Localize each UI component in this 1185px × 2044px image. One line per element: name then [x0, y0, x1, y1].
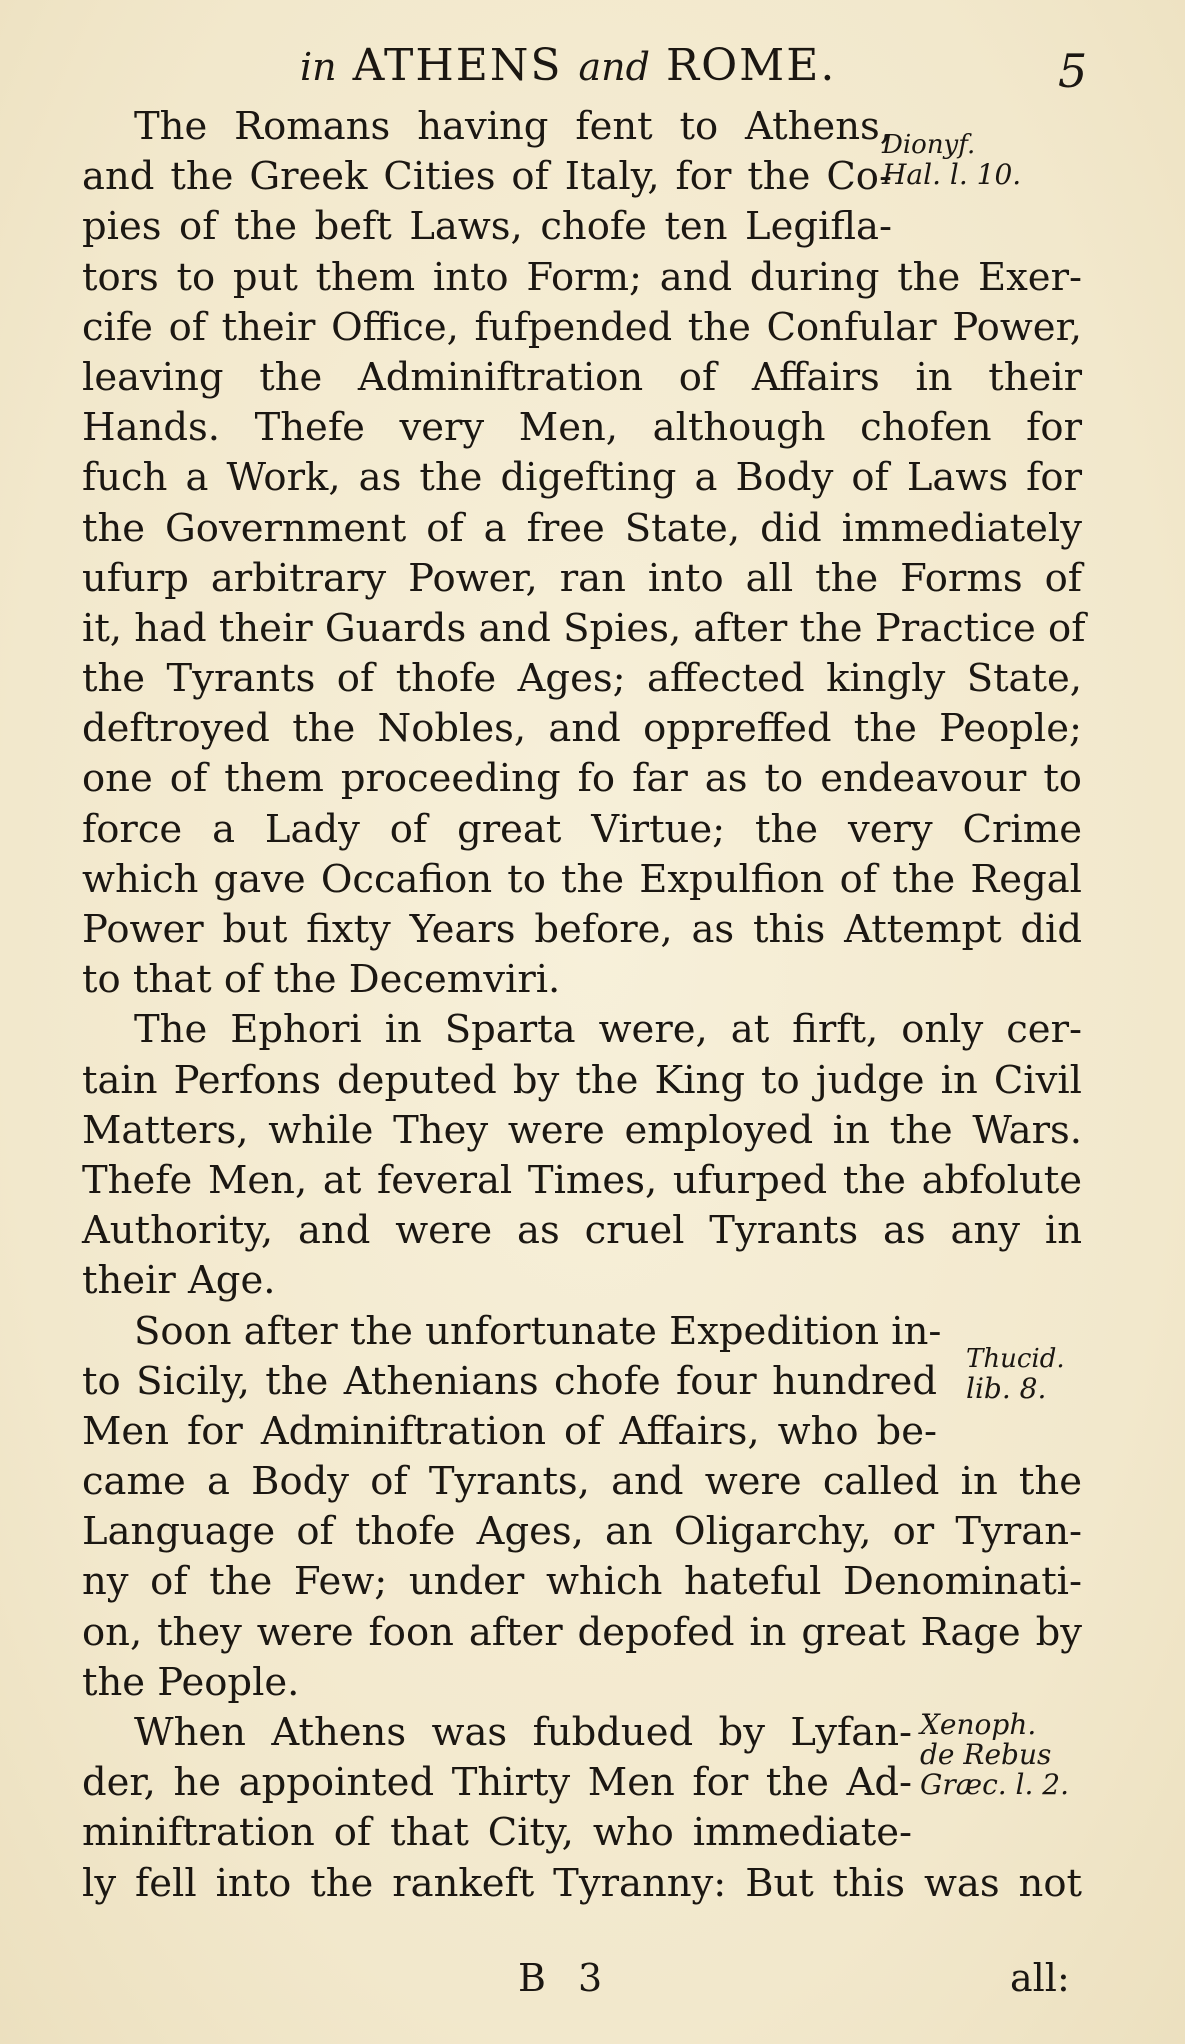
text-line: The Romans having fent to Athens,	[134, 104, 892, 149]
text-line: Language of thofe Ages, an Oligarchy, or Tyran-	[82, 1509, 1082, 1555]
text-line: leaving the Adminiftration of Affairs in their	[82, 354, 1082, 400]
text-line: ny of the Few; under which hateful Denominati-	[82, 1559, 1082, 1605]
margin-note-line: Græc. l. 2.	[920, 1768, 1070, 1801]
text-line: Soon after the unfortunate Expedition in-	[134, 1308, 942, 1354]
header-word-athens: ATHENS	[352, 40, 563, 91]
text-line: tors to put them into Form; and during the Exer-	[82, 254, 1082, 300]
margin-note-line: lib. 8.	[966, 1372, 1047, 1405]
text-line: which gave Occafion to the Expulfion of the Regal	[82, 856, 1082, 902]
text-line: and the Greek Cities of Italy, for the Co-	[82, 154, 892, 200]
body-text	[82, 102, 1086, 1909]
text-line: cife of their Office, fufpended the Confular Power,	[82, 304, 1082, 350]
text-line: the People.	[82, 1659, 300, 1705]
catchword: all:	[1010, 1956, 1070, 2000]
text-line: one of them proceeding fo far as to endeavour to	[82, 756, 1082, 802]
text-line: deftroyed the Nobles, and oppreffed the People;	[82, 706, 1082, 752]
header-word-rome: ROME.	[665, 40, 837, 91]
text-line: to Sicily, the Athenians chofe four hundred	[82, 1358, 937, 1404]
text-line: Thefe Men, at feveral Times, ufurped the abfolute	[82, 1157, 1082, 1203]
text-line: Matters, while They were employed in the Wars.	[82, 1107, 1082, 1153]
margin-note-line: Hal. l. 10.	[882, 158, 1022, 191]
text-line: ly fell into the rankeft Tyranny: But this was not	[82, 1860, 1082, 1906]
running-header	[300, 40, 900, 91]
signature-mark: B 3	[518, 1956, 613, 2000]
text-line: When Athens was fubdued by Lyfan-	[134, 1710, 912, 1755]
header-word-and: and	[578, 45, 650, 89]
text-line: the Government of a free State, did immediately	[82, 505, 1082, 551]
header-word-in: in	[300, 45, 337, 89]
page-number: 5	[1058, 44, 1088, 98]
text-line: ufurp arbitrary Power, ran into all the Forms of	[82, 555, 1082, 601]
text-line: miniftration of that City, who immediate-	[82, 1810, 912, 1856]
text-line: Men for Adminiftration of Affairs, who be-	[82, 1408, 937, 1454]
text-line: der, he appointed Thirty Men for the Ad-	[82, 1760, 912, 1806]
text-line: came a Body of Tyrants, and were called in the	[82, 1459, 1082, 1505]
text-line: Authority, and were as cruel Tyrants as any in	[82, 1208, 1082, 1254]
margin-note-line: Xenoph.	[920, 1708, 1037, 1741]
text-line: The Ephori in Sparta were, at firft, only cer-	[134, 1007, 1082, 1053]
text-line: Hands. Thefe very Men, although chofen for	[82, 405, 1082, 451]
margin-note-line: de Rebus	[920, 1738, 1052, 1771]
text-line: the Tyrants of thofe Ages; affected kingly State,	[82, 656, 1082, 702]
text-line: Power but fixty Years before, as this Attempt did	[82, 907, 1082, 952]
text-line: tain Perfons deputed by the King to judge in Civil	[82, 1057, 1082, 1103]
text-line: pies of the beft Laws, chofe ten Legifla-	[82, 204, 892, 250]
text-line: fuch a Work, as the digefting a Body of Laws for	[82, 455, 1082, 501]
margin-note-line: Dionyf.	[882, 130, 976, 160]
text-line: it, had their Guards and Spies, after the Practice of	[82, 605, 1086, 651]
text-line: their Age.	[82, 1258, 276, 1304]
text-line: to that of the Decemviri.	[82, 957, 561, 1003]
text-line: on, they were foon after depofed in great Rage by	[82, 1609, 1082, 1655]
margin-note-line: Thucid.	[966, 1344, 1065, 1374]
text-line: force a Lady of great Virtue; the very Crime	[82, 806, 1082, 852]
